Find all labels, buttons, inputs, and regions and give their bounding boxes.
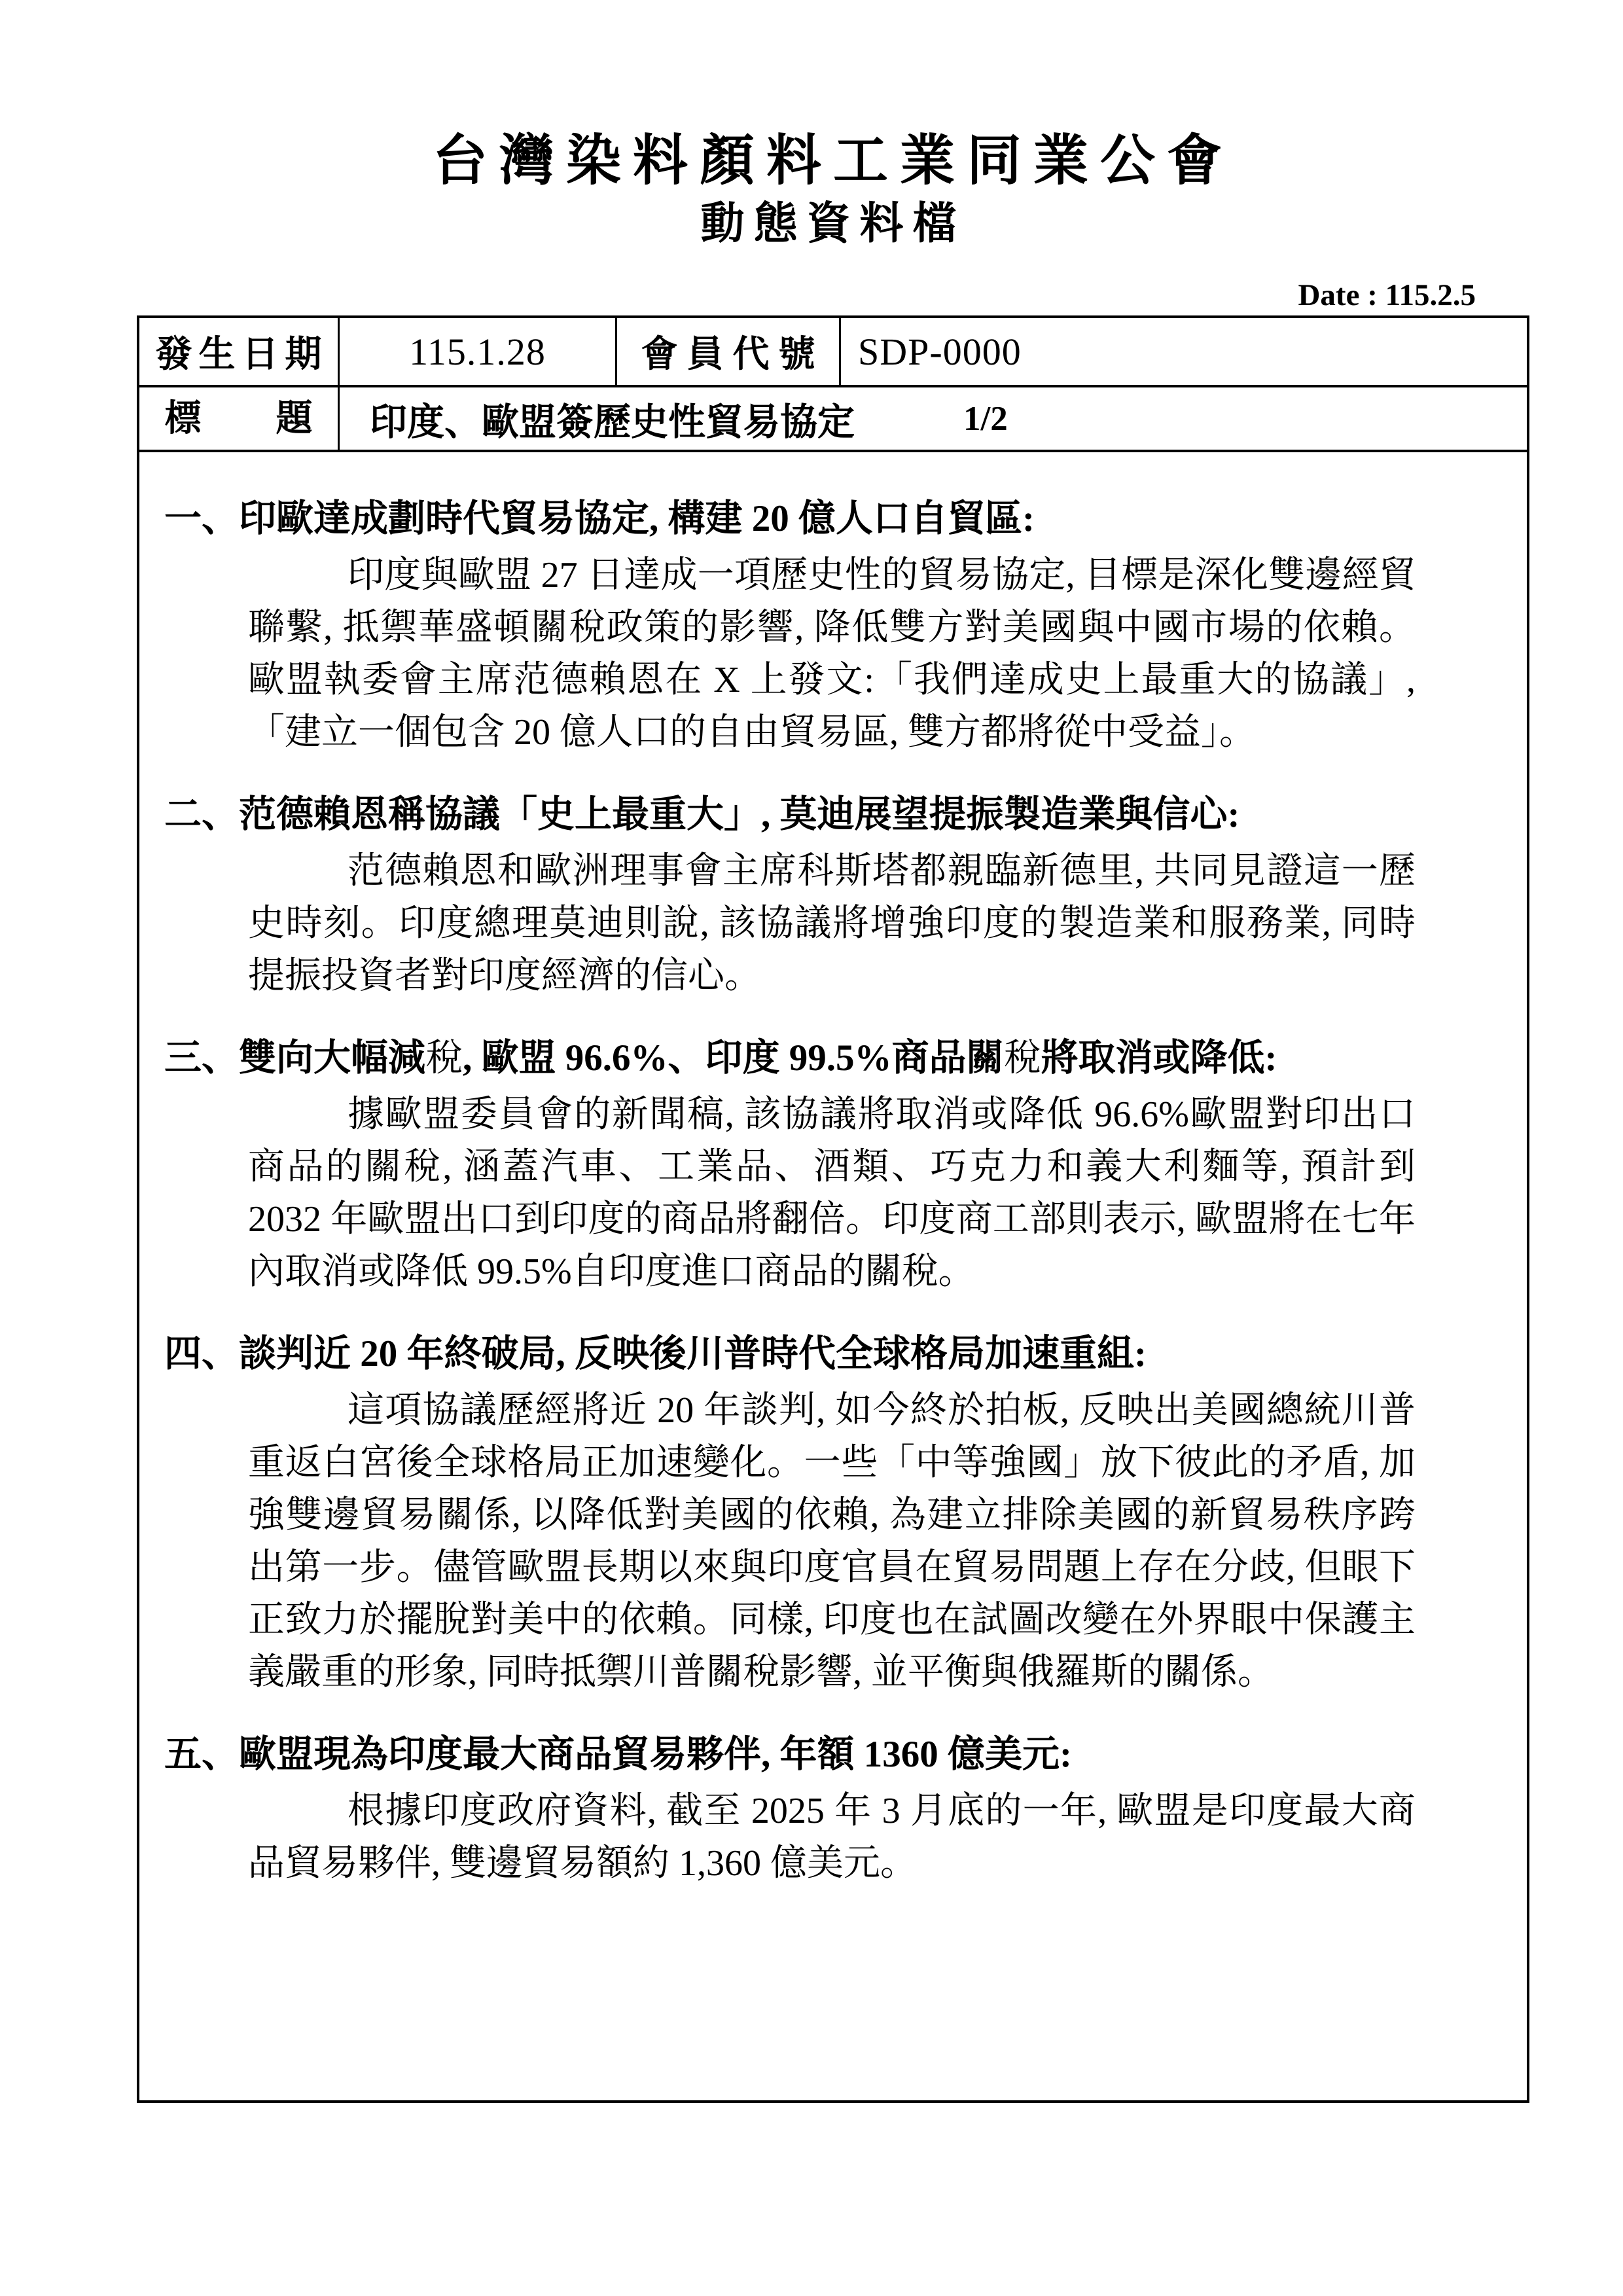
section bbox=[164, 1328, 1416, 1698]
member-code-value: SDP-0000 bbox=[858, 330, 1022, 373]
date-label: Date : 115.2.5 bbox=[1298, 278, 1476, 312]
member-code-label-cell bbox=[617, 318, 841, 385]
section-heading: 五、歐盟現為印度最大商品貿易夥伴, 年額 1360 億美元: bbox=[164, 1734, 1072, 1775]
info-table-row-1 bbox=[139, 318, 1527, 387]
member-code-value-cell bbox=[841, 318, 1527, 385]
info-table bbox=[137, 315, 1529, 2103]
info-table-row-2 bbox=[139, 387, 1527, 452]
section-paragraph: 這項協議歷經將近 20 年談判, 如今終於拍板, 反映出美國總統川普重返白宮後全球格局正加速變化。一些「中等強國」放下彼此的矛盾, 加強雙邊貿易關係, 以降低對美國的依賴, 為建立排除美國的新貿易秩序跨出第一步。儘管歐盟長期以來與印度官員在貿易問題上存在分歧, 但眼下正致力於擺脫對美中的依賴。同樣, 印度也在試圖改變在外界眼中保護主義嚴重的形象, 同時抵禦川普關稅影響, 並平衡與俄羅斯的關係。 bbox=[248, 1390, 1416, 1693]
section bbox=[164, 789, 1416, 1002]
section-heading: 四、談判近 20 年終破局, 反映後川普時代全球格局加速重組: bbox=[164, 1333, 1147, 1374]
section-paragraph: 印度與歐盟 27 日達成一項歷史性的貿易協定, 目標是深化雙邊經貿聯繫, 抵禦華盛頓關稅政策的影響, 降低雙方對美國與中國市場的依賴。歐盟執委會主席范德賴恩在 X 上發文:「我們達成史上最重大的協議」,「建立一個包含 20 億人口的自由貿易區, 雙方都將從中受益」。 bbox=[248, 555, 1416, 753]
section-paragraph: 范德賴恩和歐洲理事會主席科斯塔都親臨新德里, 共同見證這一歷史時刻。印度總理莫迪則說, 該協議將增強印度的製造業和服務業, 同時提振投資者對印度經濟的信心。 bbox=[248, 851, 1416, 996]
subject-label-cell bbox=[139, 387, 340, 450]
section bbox=[164, 493, 1416, 759]
occur-date-label: 發生日期 bbox=[155, 334, 329, 375]
section-paragraph: 根據印度政府資料, 截至 2025 年 3 月底的一年, 歐盟是印度最大商品貿易夥伴, 雙邊貿易額約 1,360 億美元。 bbox=[248, 1791, 1416, 1884]
section bbox=[164, 1032, 1416, 1298]
section-heading: 一、印歐達成劃時代貿易協定, 構建 20 億人口自貿區: bbox=[164, 498, 1035, 539]
occur-date-label-cell bbox=[139, 318, 340, 385]
occur-date-value-cell bbox=[340, 318, 617, 385]
doc-title: 動態資料檔 bbox=[700, 200, 966, 248]
content-area bbox=[139, 452, 1527, 2100]
section-heading: 三、雙向大幅減稅, 歐盟 96.6%、印度 99.5%商品關稅將取消或降低: bbox=[164, 1037, 1277, 1079]
subject-label: 標 題 bbox=[164, 398, 313, 439]
member-code-label: 會員代號 bbox=[641, 334, 825, 375]
section bbox=[164, 1729, 1416, 1890]
section-paragraph: 據歐盟委員會的新聞稿, 該協議將取消或降低 96.6%歐盟對印出口商品的關稅, 涵蓋汽車、工業品、酒類、巧克力和義大利麵等, 預計到 2032 年歐盟出口到印度的商品將翻倍。印度商工部則表示, 歐盟將在七年內取消或降低 99.5%自印度進口商品的關稅。 bbox=[248, 1094, 1416, 1292]
occur-date-value: 115.1.28 bbox=[409, 330, 546, 373]
section-heading: 二、范德賴恩稱協議「史上最重大」, 莫迪展望提振製造業與信心: bbox=[164, 794, 1240, 835]
page-indicator: 1/2 bbox=[963, 399, 1008, 438]
org-title: 台灣染料顏料工業同業公會 bbox=[432, 131, 1234, 192]
subject-value: 印度、歐盟簽歷史性貿易協定 bbox=[370, 401, 855, 443]
subject-value-cell bbox=[340, 387, 1527, 450]
